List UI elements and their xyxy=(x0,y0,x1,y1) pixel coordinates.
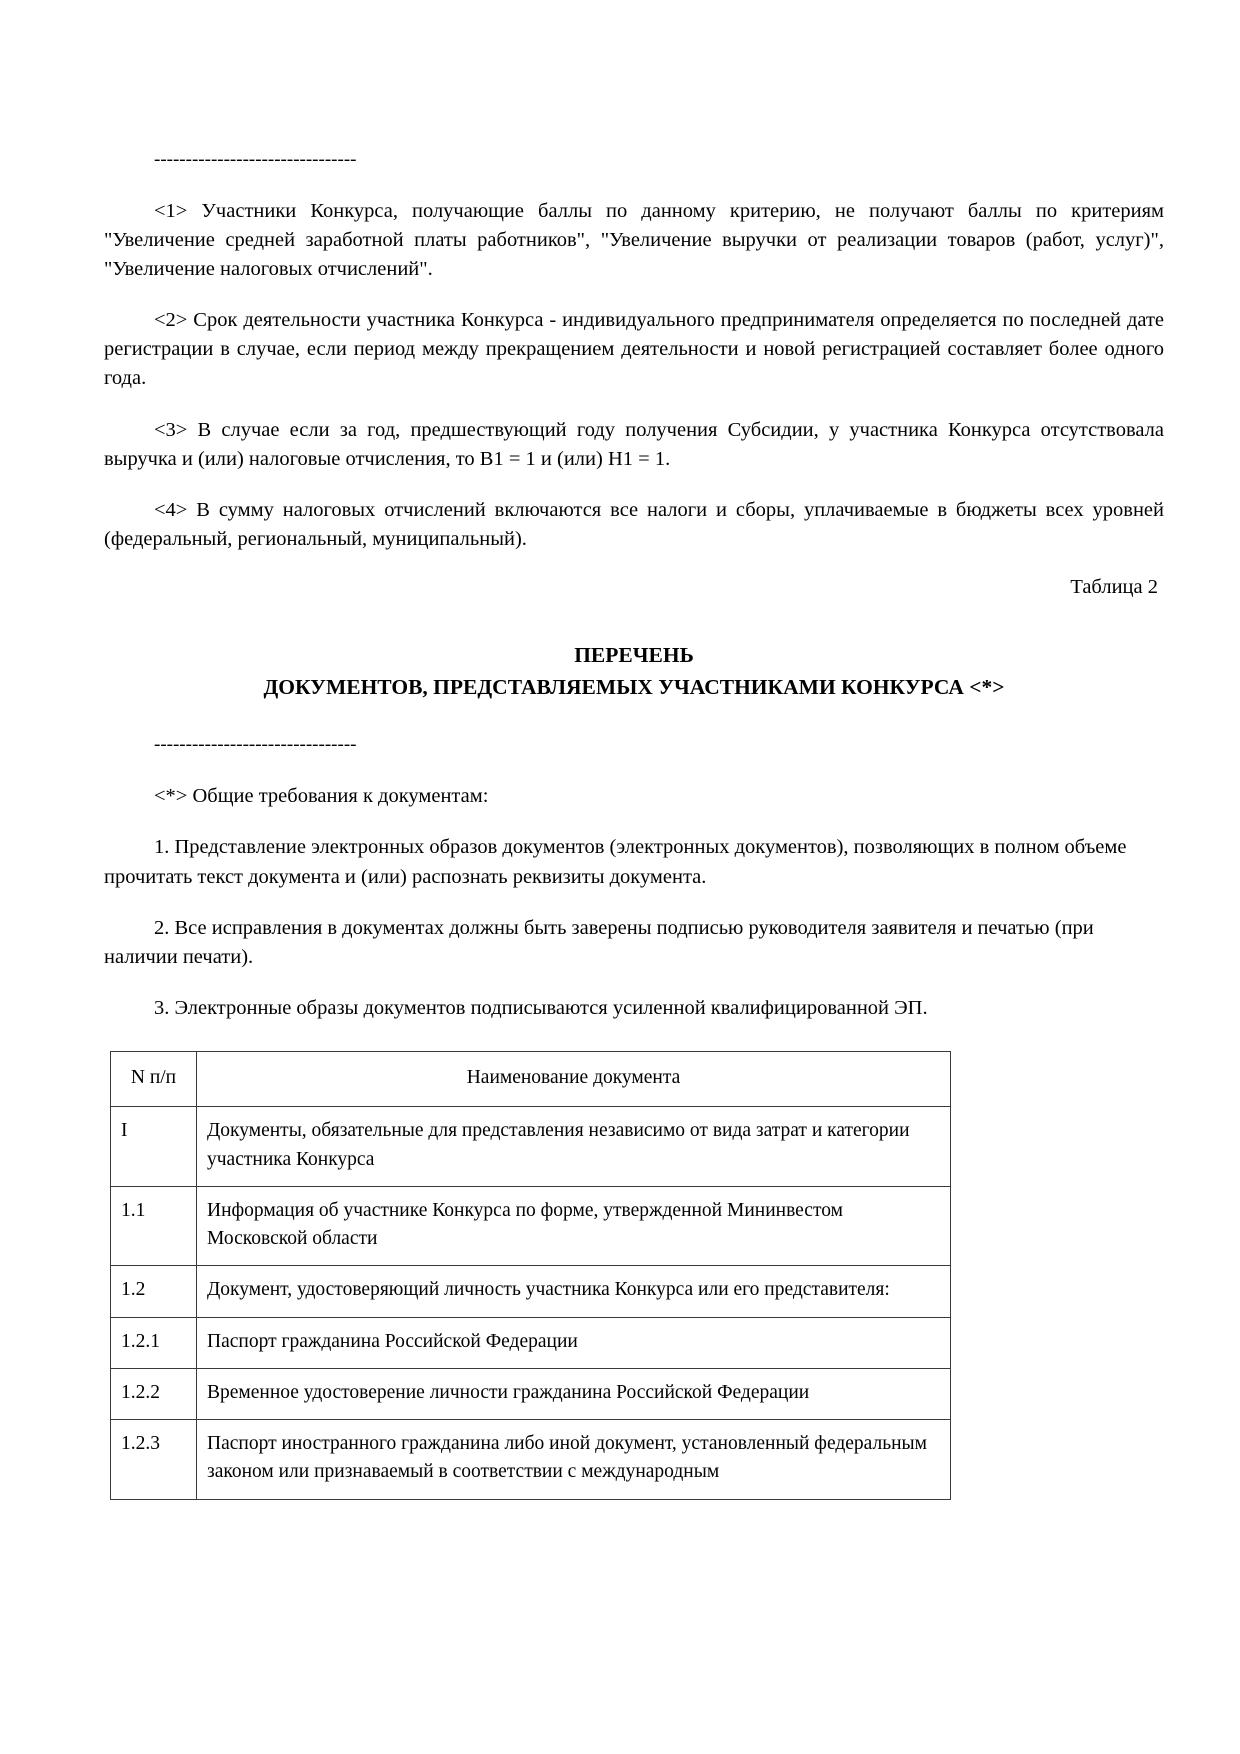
column-header-number: N п/п xyxy=(111,1052,197,1107)
page-title xyxy=(104,639,1164,704)
page-title-line-1: ПЕРЕЧЕНЬ xyxy=(574,642,694,667)
table-row xyxy=(111,1368,951,1419)
table-row xyxy=(111,1186,951,1266)
row-number: 1.2.3 xyxy=(111,1420,197,1500)
row-number: 1.2 xyxy=(111,1266,197,1317)
column-header-name: Наименование документа xyxy=(197,1052,951,1107)
requirement-1: 1. Представление электронных образов документов (электронных документов), позволяющих в полном объеме прочитать текст документа и (или) распознать реквизиты документа. xyxy=(104,836,1127,888)
row-document-name: Документы, обязательные для представления независимо от вида затрат и категории участника Конкурса xyxy=(197,1107,951,1187)
footnote-divider-top: -------------------------------- xyxy=(154,149,357,170)
title-spacer xyxy=(104,703,1164,735)
documents-table xyxy=(110,1051,951,1500)
row-number: I xyxy=(111,1107,197,1187)
table-label: Таблица 2 xyxy=(1070,575,1158,598)
footnote-2: <2> Срок деятельности участника Конкурса - индивидуального предпринимателя определяется по последней дате регистрации в случае, если период между прекращением деятельности и новой регистрацией составляет более одного года. xyxy=(104,309,1164,390)
table-header-row xyxy=(111,1052,951,1107)
row-document-name: Паспорт гражданина Российской Федерации xyxy=(197,1317,951,1368)
row-number: 1.1 xyxy=(111,1186,197,1266)
row-document-name: Временное удостоверение личности гражданина Российской Федерации xyxy=(197,1368,951,1419)
table-row xyxy=(111,1107,951,1187)
table-row xyxy=(111,1420,951,1500)
requirement-2: 2. Все исправления в документах должны быть заверены подписью руководителя заявителя и печатью (при наличии печати). xyxy=(104,916,1094,968)
footnote-1: <1> Участники Конкурса, получающие баллы по данному критерию, не получают баллы по критериям "Увеличение средней заработной платы работников", "Увеличение выручки от реализации товаров (работ, услуг)", "Увеличение налоговых отчислений". xyxy=(104,199,1164,281)
row-document-name: Паспорт иностранного гражданина либо иной документ, установленный федеральным законом или признаваемый в соответствии с международным xyxy=(197,1420,951,1500)
table-row xyxy=(111,1266,951,1317)
page-content xyxy=(104,150,1164,1500)
page-title-line-2: ДОКУМЕНТОВ, ПРЕДСТАВЛЯЕМЫХ УЧАСТНИКАМИ КОНКУРСА <*> xyxy=(263,675,1005,700)
requirements-intro: <*> Общие требования к документам: xyxy=(154,785,489,808)
table-row xyxy=(111,1317,951,1368)
footnote-3: <3> В случае если за год, предшествующий году получения Субсидии, у участника Конкурса отсутствовала выручка и (или) налоговые отчисления, то В1 = 1 и (или) Н1 = 1. xyxy=(104,418,1164,470)
requirement-3: 3. Электронные образы документов подписываются усиленной квалифицированной ЭП. xyxy=(154,996,928,1019)
requirements-divider: -------------------------------- xyxy=(154,734,357,756)
row-document-name: Информация об участнике Конкурса по форме, утвержденной Мининвестом Московской области xyxy=(197,1186,951,1266)
footnote-4: <4> В сумму налоговых отчислений включаются все налоги и сборы, уплачиваемые в бюджеты всех уровней (федеральный, региональный, муниципальный). xyxy=(104,498,1164,550)
row-document-name: Документ, удостоверяющий личность участника Конкурса или его представителя: xyxy=(197,1266,951,1317)
row-number: 1.2.1 xyxy=(111,1317,197,1368)
row-number: 1.2.2 xyxy=(111,1368,197,1419)
